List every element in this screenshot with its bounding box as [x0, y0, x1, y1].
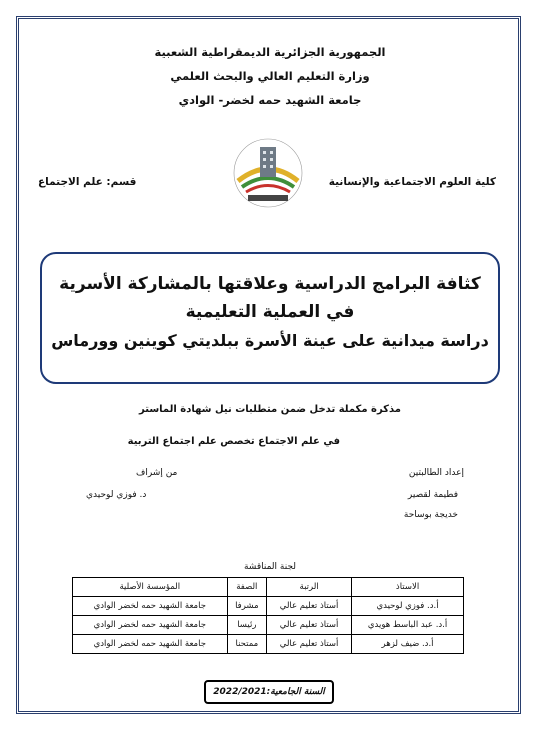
header-institution: المؤسسة الأصلية [73, 578, 228, 597]
committee-table [72, 577, 464, 654]
cell-role: ممتحنا [227, 635, 266, 654]
cell-professor: أ.د. ضيف لزهر [352, 635, 464, 654]
header-role: الصفة [227, 578, 266, 597]
cell-professor: أ.د. عبد الباسط هويدي [352, 616, 464, 635]
thesis-title-box [40, 252, 500, 384]
cell-rank: أستاذ تعليم عالي [267, 616, 352, 635]
department-name: قسم: علم الاجتماع [38, 176, 137, 188]
header-rank: الرتبة [267, 578, 352, 597]
thesis-title-line-2: في العملية التعليمية [185, 302, 355, 322]
cell-role: رئيسا [227, 616, 266, 635]
committee-title: لجنة المناقشة [243, 562, 296, 572]
table-header-row [73, 578, 464, 597]
cell-institution: جامعة الشهيد حمه لخضر الوادي [73, 635, 228, 654]
academic-year: السنة الجامعية:2022/2021 [204, 680, 334, 704]
cell-institution: جامعة الشهيد حمه لخضر الوادي [73, 616, 228, 635]
cell-professor: أ.د. فوزي لوحيدي [352, 597, 464, 616]
header-professor: الاستاذ [352, 578, 464, 597]
thesis-title-line-1: كثافة البرامج الدراسية وعلاقتها بالمشاركة الأسرية [59, 274, 481, 294]
student-name: فطيمة لقصير [407, 490, 458, 500]
ministry-line: وزارة التعليم العالي والبحث العلمي [170, 69, 370, 83]
table-row [73, 635, 464, 654]
faculty-name: كلية العلوم الاجتماعية والإنسانية [328, 176, 496, 188]
supervisor-name: د. فوزي لوحيدي [86, 490, 147, 500]
cell-rank: أستاذ تعليم عالي [267, 597, 352, 616]
cell-role: مشرفا [227, 597, 266, 616]
specialization: في علم الاجتماع تخصص علم اجتماع التربية [127, 436, 340, 447]
table-row [73, 616, 464, 635]
memo-statement: مذكرة مكملة تدخل ضمن متطلبات نيل شهادة الماستر [139, 404, 401, 415]
university-logo [218, 137, 318, 209]
header [0, 40, 540, 112]
supervision-label: من إشراف [136, 468, 178, 478]
republic-line: الجمهورية الجزائرية الديمقراطية الشعبية [154, 45, 386, 59]
student-name: خديجة بوساحة [403, 510, 458, 520]
thesis-subtitle: دراسة ميدانية على عينة الأسرة ببلديتي كوينين وورماس [51, 331, 489, 350]
university-line: جامعة الشهيد حمه لخضر- الوادي [178, 93, 362, 107]
cell-institution: جامعة الشهيد حمه لخضر الوادي [73, 597, 228, 616]
prepared-by-label: إعداد الطالبتين [408, 468, 464, 478]
cell-rank: أستاذ تعليم عالي [267, 635, 352, 654]
table-row [73, 597, 464, 616]
